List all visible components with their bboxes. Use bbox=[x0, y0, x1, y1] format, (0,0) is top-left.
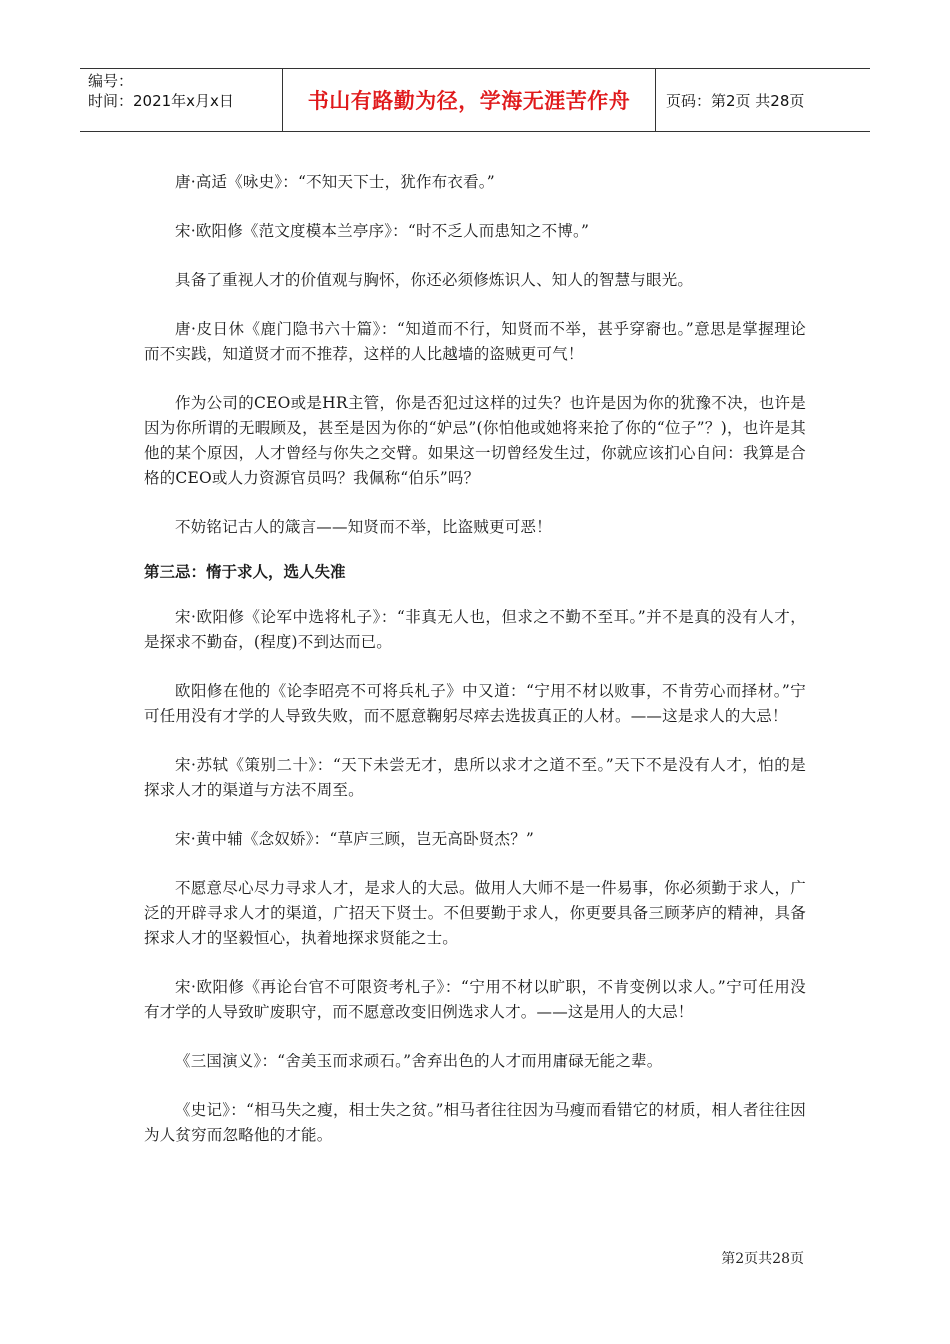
paragraph: 《史记》：“相马失之瘦，相士失之贫。”相马者往往因为马瘦而看错它的材质，相人者往往因为人贫穷而忽略他的才能。 bbox=[144, 1101, 806, 1144]
paragraph: 不妨铭记古人的箴言——知贤而不举，比盗贼更可恶！ bbox=[175, 518, 552, 536]
paragraph: 宋·苏轼《策别二十》：“天下未尝无才，患所以求才之道不至。”天下不是没有人才，怕的是探求人才的渠道与方法不周至。 bbox=[144, 756, 806, 799]
document-number: 编号： bbox=[88, 72, 134, 90]
header-meta bbox=[80, 69, 282, 131]
paragraph: 宋·欧阳修《论军中选将札子》：“非真无人也，但求之不勤不至耳。”并不是真的没有人才，是探求不勤奋，(程度)不到达而已。 bbox=[144, 608, 806, 651]
paragraph: 宋·黄中辅《念奴娇》：“草庐三顾，岂无高卧贤杰？” bbox=[175, 830, 535, 848]
header-motto: 书山有路勤为径，学海无涯苦作舟 bbox=[282, 69, 656, 131]
paragraph: 宋·欧阳修《再论台官不可限资考札子》：“宁用不材以旷职，不肯变例以求人。”宁可任用没有才学的人导致旷废职守，而不愿意改变旧例选求人才。——这是用人的大忌！ bbox=[144, 978, 806, 1021]
paragraph: 不愿意尽心尽力寻求人才，是求人的大忌。做用人大师不是一件易事，你必须勤于求人，广泛的开辟寻求人才的渠道，广招天下贤士。不但要勤于求人，你更要具备三顾茅庐的精神，具备探求人才的坚毅恒心，执着地探求贤能之士。 bbox=[144, 879, 806, 947]
document-body bbox=[144, 170, 806, 1172]
paragraph: 唐·高适《咏史》：“不知天下士，犹作布衣看。” bbox=[175, 173, 495, 191]
paragraph: 欧阳修在他的《论李昭亮不可将兵札子》中又道：“宁用不材以败事，不肯劳心而择材。”宁可任用没有才学的人导致失败，而不愿意鞠躬尽瘁去选拔真正的人材。——这是求人的大忌！ bbox=[144, 682, 806, 725]
page-header bbox=[80, 68, 870, 132]
page-footer: 第2页共28页 bbox=[721, 1251, 804, 1267]
document-time: 时间：2021年x月x日 bbox=[88, 92, 234, 110]
paragraph: 《三国演义》：“舍美玉而求顽石。”舍弃出色的人才而用庸碌无能之辈。 bbox=[175, 1052, 663, 1070]
section-heading: 第三忌：惰于求人，选人失准 bbox=[144, 563, 346, 581]
paragraph: 唐·皮日休《鹿门隐书六十篇》：“知道而不行，知贤而不举，甚乎穿窬也。”意思是掌握理论而不实践，知道贤才而不推荐，这样的人比越墙的盗贼更可气！ bbox=[144, 320, 806, 363]
paragraph: 宋·欧阳修《范文度模本兰亭序》：“时不乏人而患知之不博。” bbox=[175, 222, 590, 240]
paragraph: 具备了重视人才的价值观与胸怀，你还必须修炼识人、知人的智慧与眼光。 bbox=[175, 271, 694, 289]
header-page-info: 页码：第2页 共28页 bbox=[666, 91, 805, 110]
paragraph: 作为公司的CEO或是HR主管，你是否犯过这样的过失？也许是因为你的犹豫不决，也许是因为你所谓的无暇顾及，甚至是因为你的“妒忌”(你怕他或她将来抢了你的“位子”？)，也许是其他的某个原因，人才曾经与你失之交臂。如果这一切曾经发生过，你就应该扪心自问：我算是合格的CEO或人力资源官员吗？我佩称“伯乐”吗？ bbox=[144, 394, 806, 487]
